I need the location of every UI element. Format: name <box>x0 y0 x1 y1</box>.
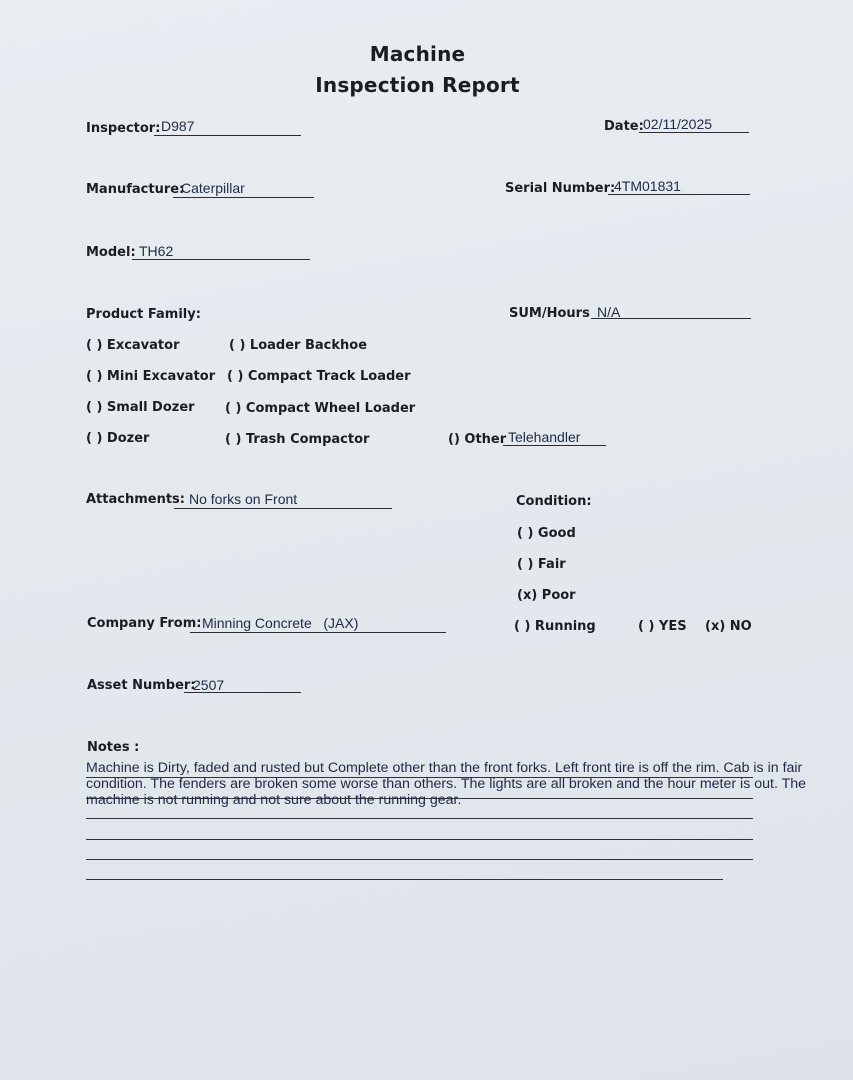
inspector-value: D987 <box>161 118 195 134</box>
condition-good[interactable]: ( ) Good <box>517 526 576 541</box>
model-label: Model: <box>86 245 136 260</box>
manufacture-label: Manufacture: <box>86 182 185 197</box>
running-yes-option[interactable]: ( ) YES <box>638 619 687 634</box>
product-family-label: Product Family: <box>86 307 201 322</box>
option-other-label[interactable]: () Other <box>448 432 507 447</box>
option-loader-backhoe[interactable]: ( ) Loader Backhoe <box>229 338 368 353</box>
asset-number-value: 2507 <box>193 677 225 693</box>
option-small-dozer[interactable]: ( ) Small Dozer <box>86 400 195 415</box>
form-title-line2: Inspection Report <box>315 73 520 97</box>
option-dozer[interactable]: ( ) Dozer <box>86 431 150 446</box>
option-excavator[interactable]: ( ) Excavator <box>86 338 180 353</box>
notes-line-5 <box>86 858 753 860</box>
condition-label: Condition: <box>516 494 592 509</box>
inspector-label: Inspector: <box>86 121 161 136</box>
condition-poor[interactable]: (x) Poor <box>517 588 576 603</box>
notes-line-6 <box>86 878 723 880</box>
sum-hours-label: SUM/Hours <box>509 306 590 321</box>
notes-line-3 <box>86 817 753 819</box>
notes-line-4 <box>86 838 753 840</box>
model-value: TH62 <box>139 243 174 259</box>
attachments-value: No forks on Front <box>189 491 298 507</box>
attachments-label: Attachments: <box>86 492 185 507</box>
other-value: Telehandler <box>508 429 581 445</box>
company-from-value: Minning Concrete (JAX) <box>202 615 359 631</box>
condition-fair[interactable]: ( ) Fair <box>517 557 566 572</box>
notes-text[interactable]: Machine is Dirty, faded and rusted but Complete other than the front forks. Left front tire is off the rim. Cab is in fair condition. The fenders are broken some worse than others. The lights are all broken and the hour meter is out. The machine is not running and not sure about the running gear. <box>86 760 807 808</box>
notes-label: Notes : <box>87 740 140 755</box>
option-compact-track-loader[interactable]: ( ) Compact Track Loader <box>227 369 411 384</box>
running-no-option[interactable]: (x) NO <box>705 619 752 634</box>
option-compact-wheel-loader[interactable]: ( ) Compact Wheel Loader <box>225 401 416 416</box>
date-value: 02/11/2025 <box>643 116 713 132</box>
date-label: Date: <box>604 119 644 134</box>
company-from-label: Company From: <box>87 616 202 631</box>
asset-number-label: Asset Number: <box>87 678 196 693</box>
sum-hours-value: N/A <box>597 304 621 320</box>
manufacture-value: Caterpillar <box>181 180 245 196</box>
running-label: ( ) Running <box>514 619 596 634</box>
option-trash-compactor[interactable]: ( ) Trash Compactor <box>225 432 370 447</box>
option-mini-excavator[interactable]: ( ) Mini Excavator <box>86 369 216 384</box>
form-title-line1: Machine <box>369 42 466 66</box>
serial-number-value: 4TM01831 <box>614 178 681 194</box>
serial-number-label: Serial Number: <box>505 181 616 196</box>
